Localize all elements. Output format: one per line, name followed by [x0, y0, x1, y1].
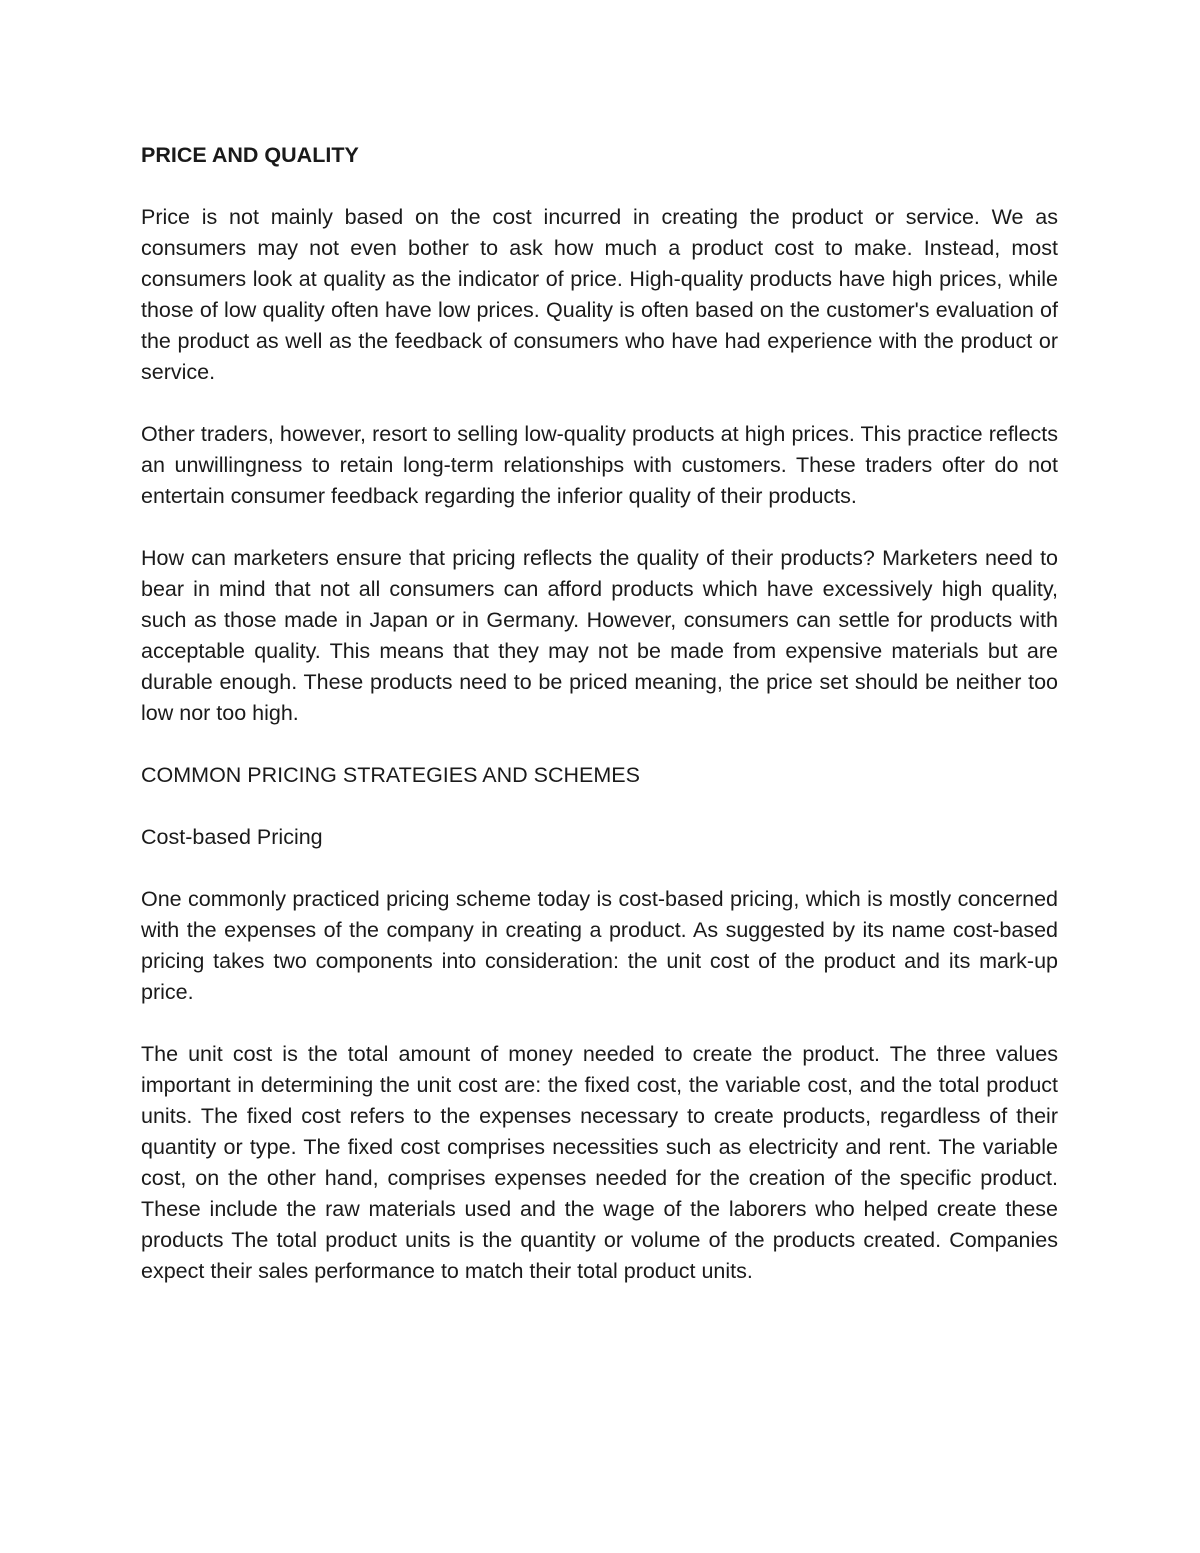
- document-body: [141, 140, 1058, 1318]
- document-title: PRICE AND QUALITY: [141, 143, 359, 167]
- section-heading: COMMON PRICING STRATEGIES AND SCHEMES: [141, 763, 640, 787]
- paragraph-marketers: How can marketers ensure that pricing reflects the quality of their products? Marketers need to bear in mind that not all consumers can afford products which have excessively high quality, such as those made in Japan or in Germany. However, consumers can settle for products with acceptable quality. This means that they may not be made from expensive materials but are durable enough. These products need to be priced meaning, the price set should be neither too low nor too high.: [141, 546, 1058, 725]
- paragraph-unit-cost: The unit cost is the total amount of money needed to create the product. The three values important in determining the unit cost are: the fixed cost, the variable cost, and the total product units. The fixed cost refers to the expenses necessary to create products, regardless of their quantity or type. The fixed cost comprises necessities such as electricity and rent. The variable cost, on the other hand, comprises expenses needed for the creation of the specific product. These include the raw materials used and the wage of the laborers who helped create these products The total product units is the quantity or volume of the products created. Companies expect their sales performance to match their total product units.: [141, 1042, 1058, 1283]
- paragraph-cost-based: One commonly practiced pricing scheme today is cost-based pricing, which is mostly concerned with the expenses of the company in creating a product. As suggested by its name cost-based pricing takes two components into consideration: the unit cost of the product and its mark-up price.: [141, 887, 1058, 1004]
- paragraph-price-quality: Price is not mainly based on the cost incurred in creating the product or service. We as consumers may not even bother to ask how much a product cost to make. Instead, most consumers look at quality as the indicator of price. High-quality products have high prices, while those of low quality often have low prices. Quality is often based on the customer's evaluation of the product as well as the feedback of consumers who have had experience with the product or service.: [141, 205, 1058, 384]
- subsection-heading: Cost-based Pricing: [141, 825, 323, 849]
- paragraph-other-traders: Other traders, however, resort to selling low-quality products at high prices. This practice reflects an unwillingness to retain long-term relationships with customers. These traders ofter do not entertain consumer feedback regarding the inferior quality of their products.: [141, 422, 1058, 508]
